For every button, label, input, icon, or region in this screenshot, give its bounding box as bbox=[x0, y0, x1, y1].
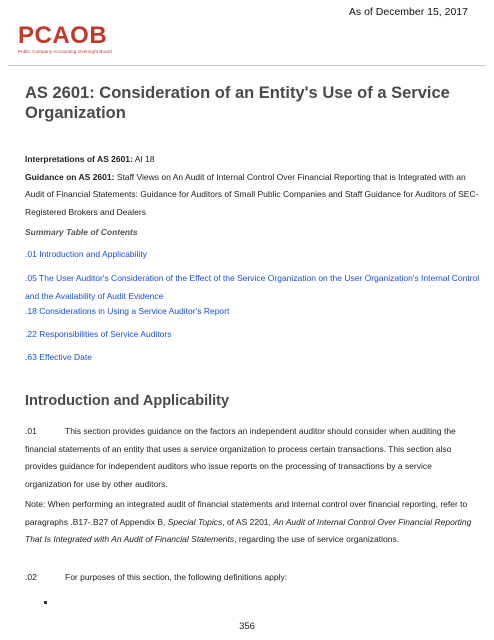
header-divider bbox=[8, 65, 486, 66]
note-italic-as2201-title: An Audit of Internal Control Over Financial Reporting That Is Integrated with An Audit of Financial Statements bbox=[25, 516, 472, 544]
toc-label: Introduction and Applicability bbox=[39, 249, 147, 259]
guidance-value: Staff Views on An Audit of Internal Control Over Financial Reporting that is Integrated with an Audit of Financial Statements: Guidance for Auditors of Small Public Companies and Staff Guidance for Auditors of SEC-Registered Brokers and Dealers bbox=[25, 171, 479, 217]
toc-link-01[interactable] bbox=[25, 246, 480, 264]
paragraph-number: .02 bbox=[25, 572, 37, 582]
section-heading: Introduction and Applicability bbox=[25, 393, 230, 409]
paragraph-text: This section provides guidance on the factors an independent auditor should consider when auditing the financial statements of an entity that uses a service organization to process certain transactions. This section also provides guidance for independent auditors who issue reports on the processing of transactions by a service organization for use by other auditors. bbox=[25, 426, 456, 489]
paragraph-02 bbox=[25, 569, 480, 587]
toc-number: .18 bbox=[25, 306, 37, 316]
toc-link-22[interactable] bbox=[25, 326, 480, 344]
toc-number: .22 bbox=[25, 329, 37, 339]
pcaob-logo bbox=[18, 24, 112, 54]
guidance-label: Guidance on AS 2601: bbox=[25, 171, 115, 182]
toc-number: .01 bbox=[25, 249, 37, 259]
list-bullet bbox=[44, 601, 47, 604]
guidance-paragraph bbox=[25, 169, 480, 222]
paragraph-text: For purposes of this section, the following definitions apply: bbox=[65, 572, 288, 582]
toc-number: .05 bbox=[25, 273, 37, 283]
as-of-date: As of December 15, 2017 bbox=[348, 6, 468, 18]
toc-link-63[interactable] bbox=[25, 349, 480, 367]
toc-label: The User Auditor's Consideration of the Effect of the Service Organization on the User Organization's Internal Control and the Availability of Audit Evidence bbox=[25, 273, 480, 301]
interpretations-line bbox=[25, 151, 480, 169]
note-text: , regarding the use of service organizations. bbox=[234, 534, 400, 544]
logo-subtext: Public Company Accounting Oversight Board bbox=[18, 49, 112, 54]
note-text: , of AS 2201, bbox=[222, 516, 274, 527]
paragraph-01 bbox=[25, 423, 480, 493]
note-italic-special-topics: Special Topics bbox=[167, 516, 223, 527]
toc-link-18[interactable] bbox=[25, 303, 480, 321]
interpretations-label: Interpretations of AS 2601: bbox=[25, 154, 133, 164]
page-title: AS 2601: Consideration of an Entity's Use of a Service Organization bbox=[25, 84, 450, 122]
toc-link-05[interactable] bbox=[25, 270, 480, 305]
paragraph-number: .01 bbox=[25, 426, 37, 436]
toc-label: Responsibilities of Service Auditors bbox=[39, 329, 172, 339]
note-paragraph bbox=[25, 496, 480, 549]
note-text: Note: When performing an integrated audit of financial statements and internal control over financial reporting, refer to paragraphs .B17-.B27 of Appendix B, bbox=[25, 499, 468, 527]
toc-number: .63 bbox=[25, 352, 37, 362]
logo-text: PCAOB bbox=[18, 22, 108, 49]
toc-label: Effective Date bbox=[39, 352, 92, 362]
page-number: 356 bbox=[239, 621, 255, 632]
toc-title: Summary Table of Contents bbox=[25, 227, 138, 237]
interpretations-value: AI 18 bbox=[134, 154, 155, 164]
toc-label: Considerations in Using a Service Auditor's Report bbox=[39, 306, 230, 316]
